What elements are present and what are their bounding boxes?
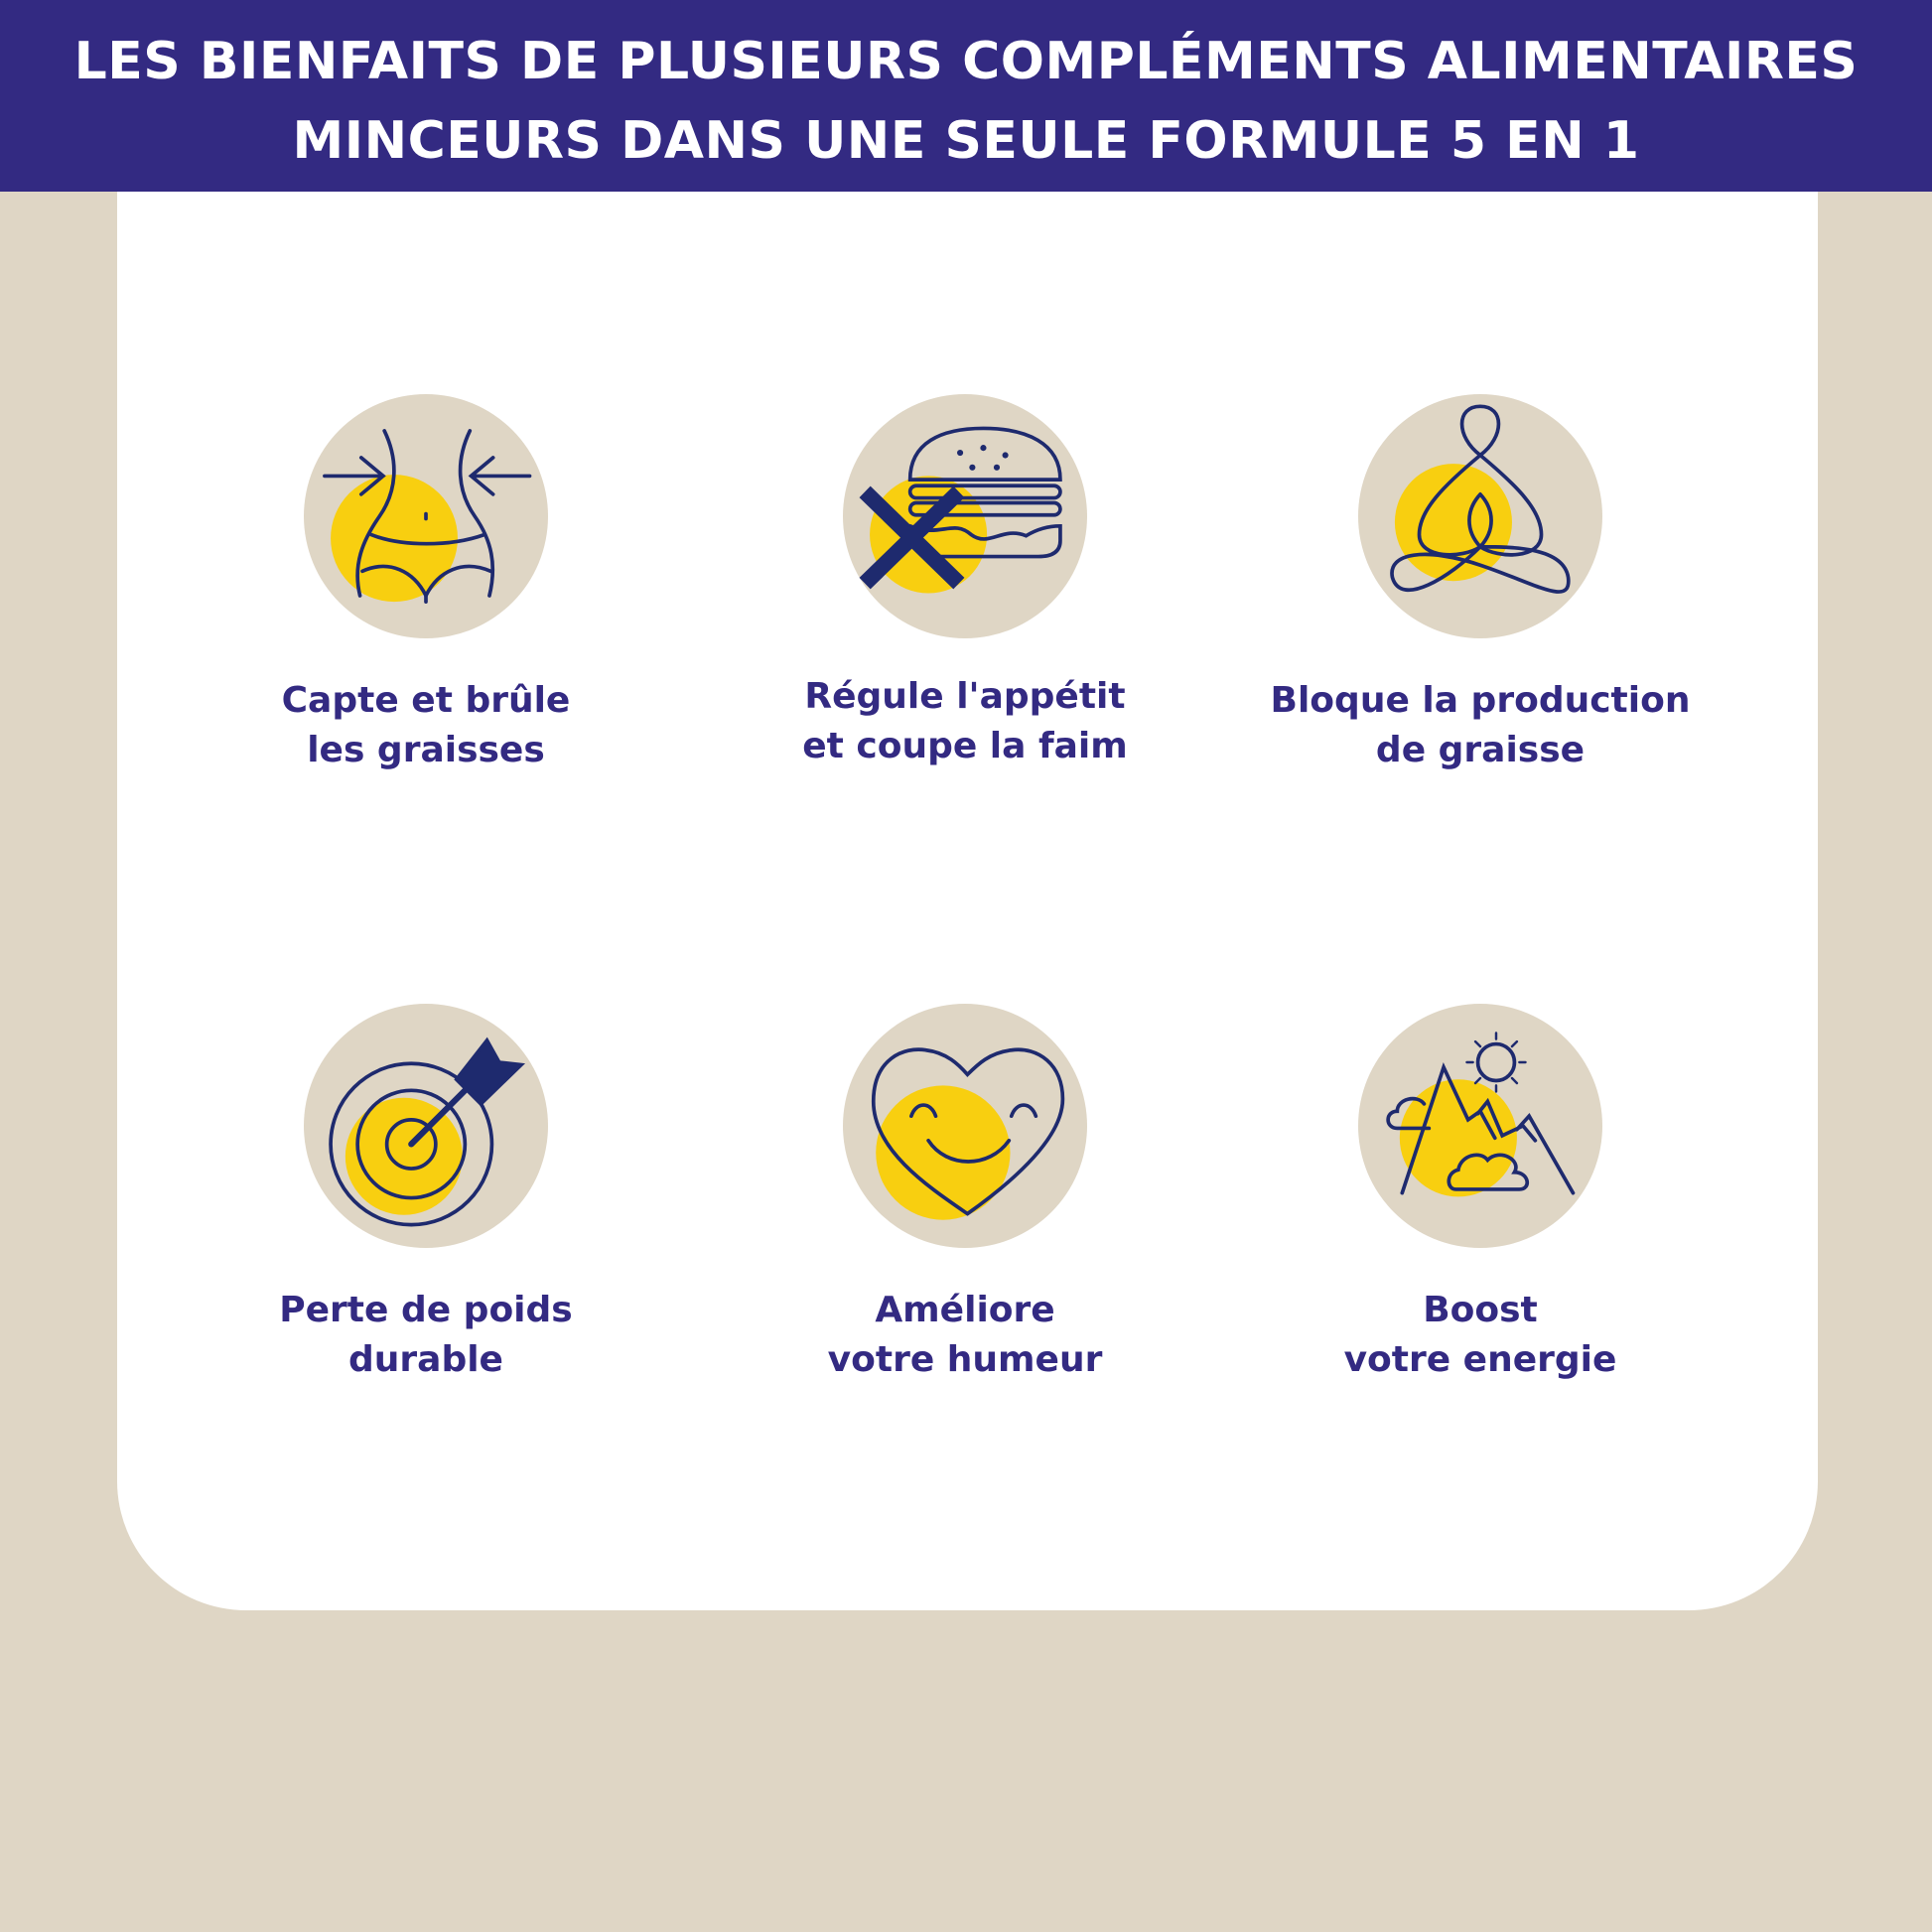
benefit-label-line2: et coupe la faim: [802, 726, 1128, 766]
benefit-label-line2: les graisses: [307, 730, 545, 770]
benefit-energy: [1222, 1004, 1738, 1385]
benefit-label-line2: durable: [348, 1339, 503, 1380]
benefit-mood: [707, 1004, 1223, 1385]
benefit-weight-loss: [168, 1004, 684, 1385]
benefit-label-line1: Bloque la production: [1270, 680, 1691, 721]
no-burger-icon: [843, 394, 1087, 638]
benefit-appetite: [707, 394, 1223, 771]
benefit-fat-burn: [168, 394, 684, 775]
target-icon: [304, 1004, 548, 1248]
mountain-sun-icon: [1358, 1004, 1602, 1248]
benefit-label-line1: Perte de poids: [279, 1290, 573, 1330]
meditation-icon: [1358, 394, 1602, 638]
header-title-line2: MINCEURS DANS UNE SEULE FORMULE 5 EN 1: [292, 111, 1640, 171]
benefit-block-fat: [1222, 394, 1738, 775]
benefit-label-line1: Capte et brûle: [281, 680, 571, 721]
benefit-label-line1: Boost: [1423, 1290, 1538, 1330]
page-header: [0, 0, 1932, 192]
waist-icon: [304, 394, 548, 638]
benefit-label-line2: de graisse: [1375, 730, 1586, 770]
header-title-line1: LES BIENFAITS DE PLUSIEURS COMPLÉMENTS ALIMENTAIRES: [73, 32, 1859, 91]
smiling-heart-icon: [843, 1004, 1087, 1248]
benefit-label-line1: Améliore: [875, 1290, 1055, 1330]
benefit-label-line2: votre humeur: [827, 1339, 1103, 1380]
benefit-label-line1: Régule l'appétit: [804, 676, 1126, 717]
benefit-label-line2: votre energie: [1343, 1339, 1617, 1380]
